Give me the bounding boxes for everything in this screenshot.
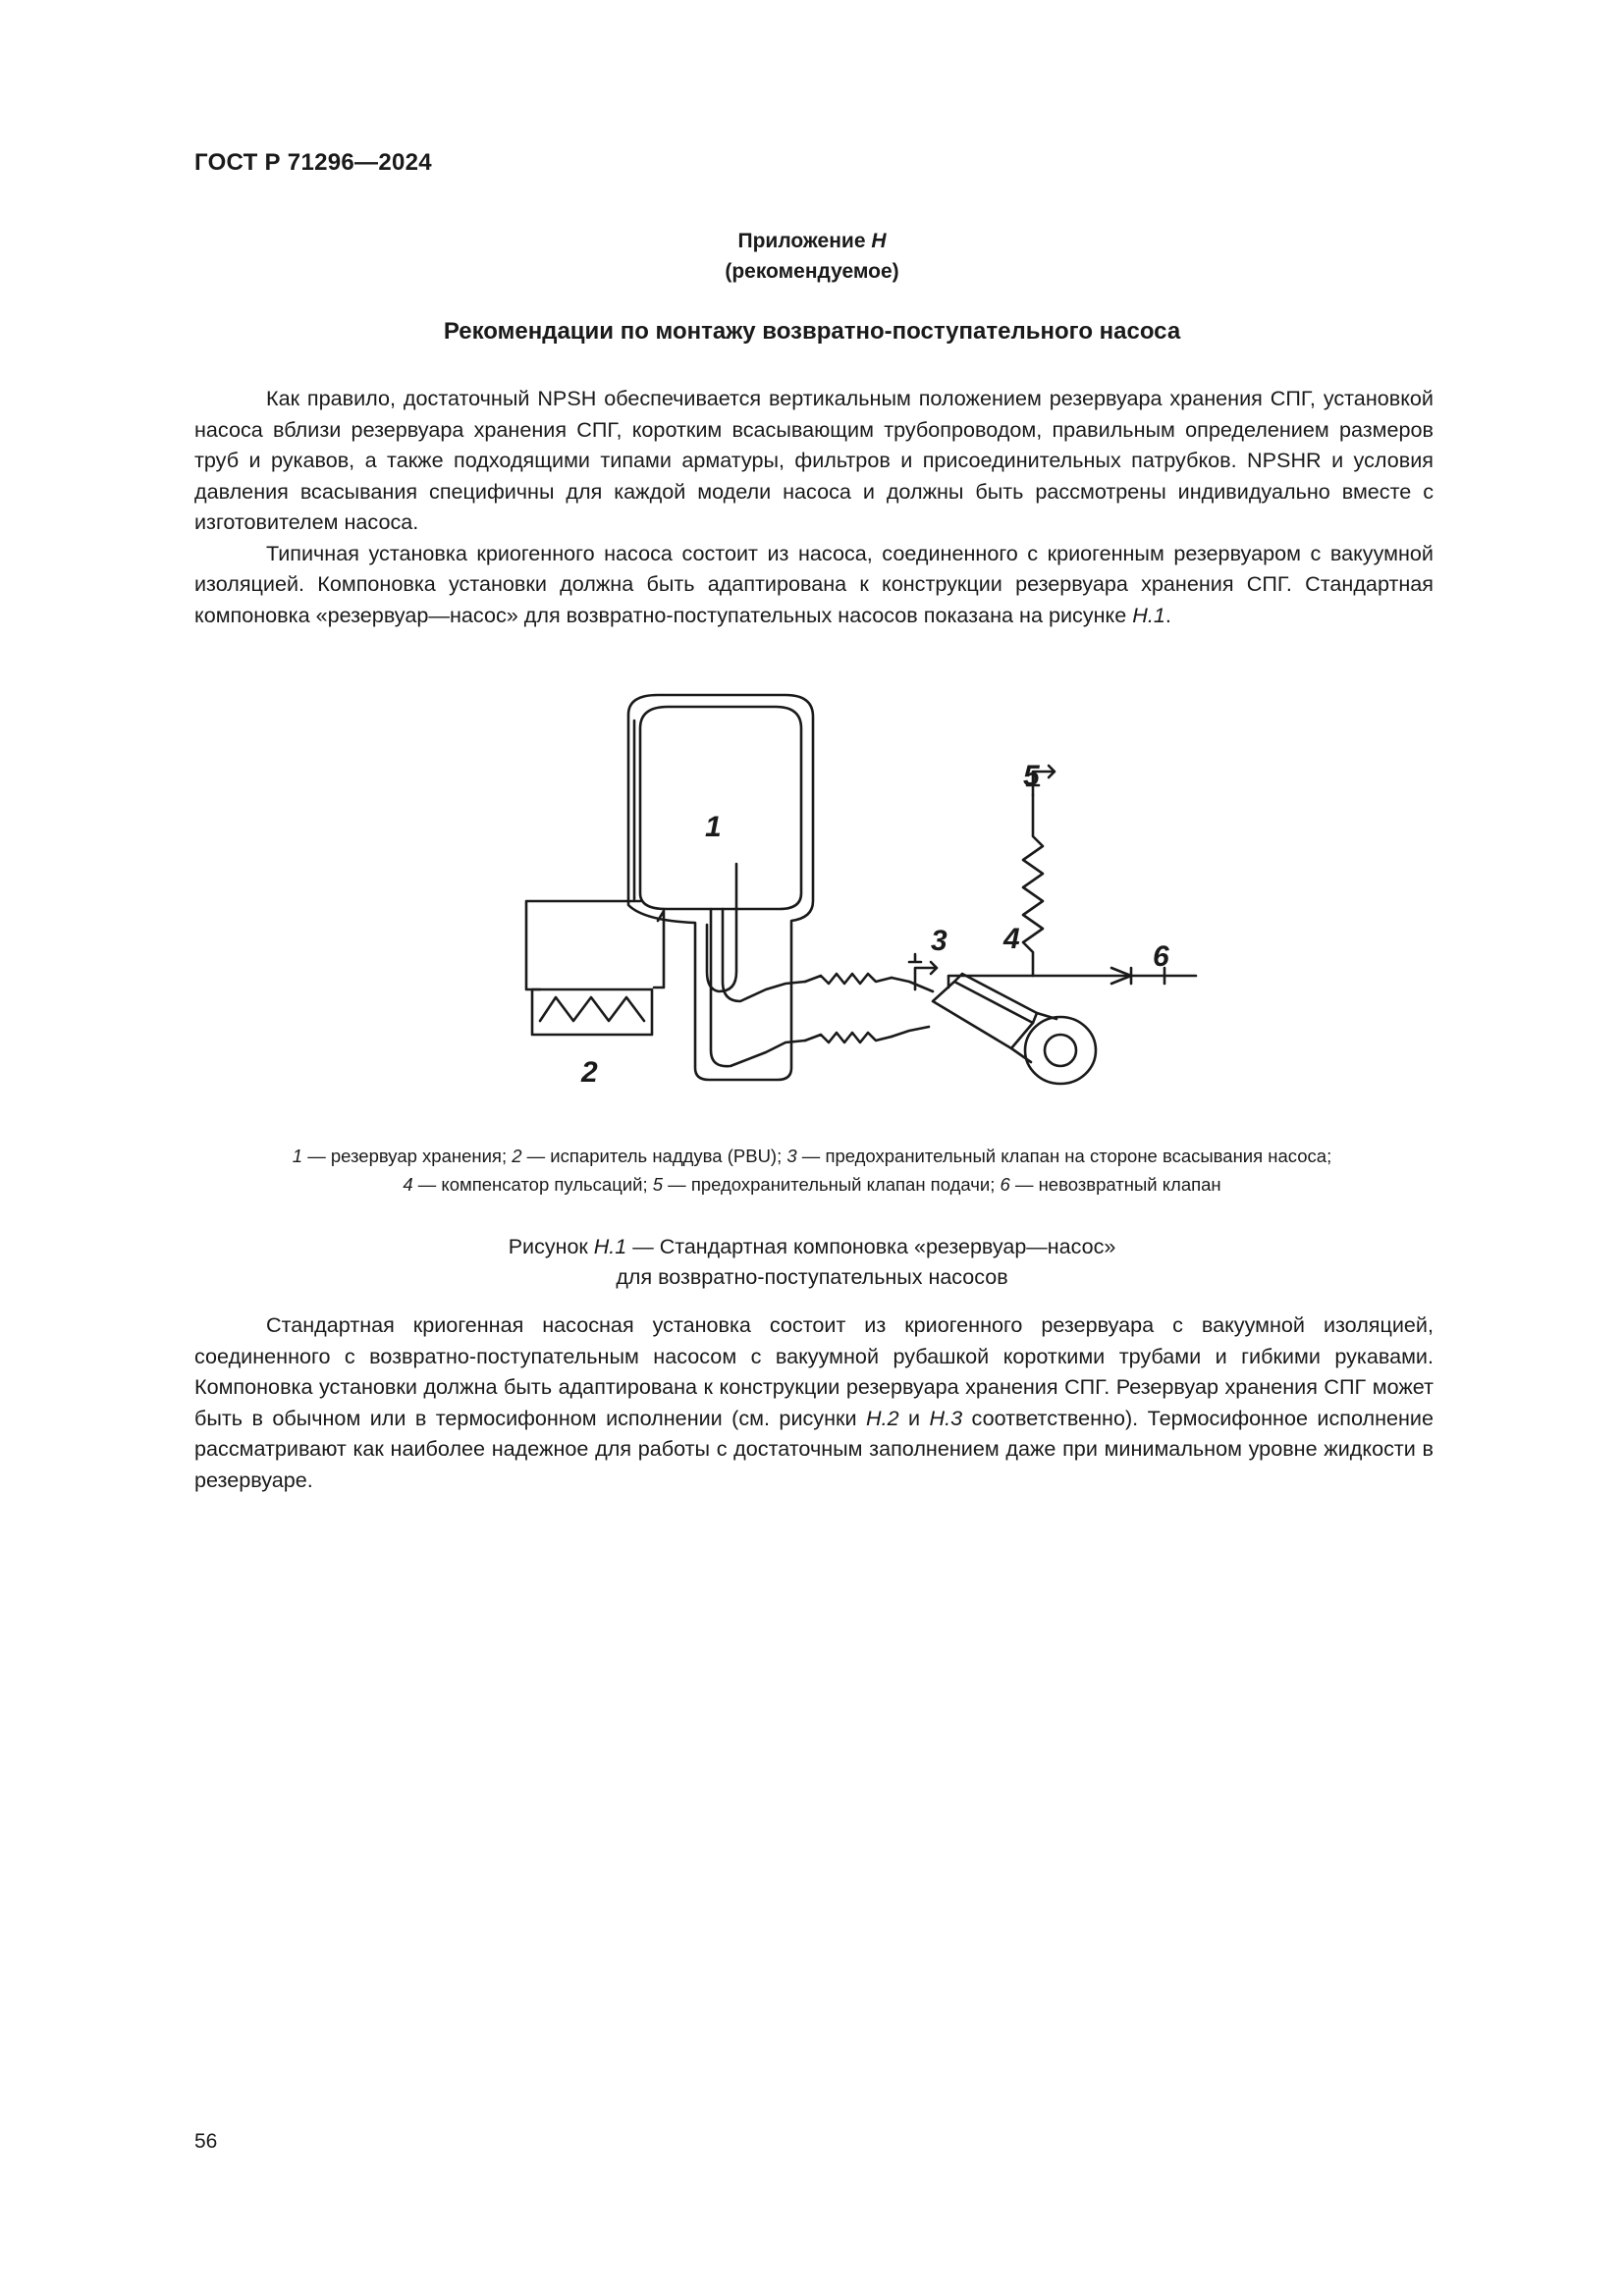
paragraph [194, 1309, 1434, 1495]
tank-outer-shell [628, 695, 813, 1080]
suction-line-out [723, 909, 805, 1001]
paragraph-text: Типичная установка криогенного насоса состоит из насоса, соединенного с криогенным резервуаром с вакуумной изоляцией. Компоновка установки должна быть адаптирована к конструкции резервуара хранения СПГ. Стандартная компоновка «резервуар—насос» для возвратно-поступательных насосов показана на рисунке [194, 540, 1434, 627]
legend-text: — предохранительный клапан подачи; [663, 1174, 1001, 1195]
paragraph [194, 538, 1434, 631]
label-5: 5 [1023, 760, 1040, 792]
legend-text: — предохранительный клапан на стороне всасывания насоса; [796, 1146, 1332, 1166]
page-number: 56 [194, 2130, 218, 2153]
caption-number: Н.1 [593, 1235, 627, 1258]
label-3: 3 [931, 925, 947, 957]
legend-text: — компенсатор пульсаций; [412, 1174, 653, 1195]
hose-to-pump-lower [892, 1027, 929, 1037]
legend-line-1 [0, 1142, 1624, 1170]
pbu-box [532, 989, 652, 1035]
label-2: 2 [581, 1056, 598, 1089]
paragraph: Как правило, достаточный NPSH обеспечивается вертикальным положением резервуара хранения СПГ, установкой насоса вблизи резервуара хранения СПГ, коротким всасывающим трубопроводом, правильным определением размеров труб и рукавов, а также подходящими типами арматуры, фильтров и присоединительных патрубков. NPSHR и условия давления всасывания специфичны для каждой модели насоса и должны быть рассмотрены индивидуально вместе с изготовителем насоса. [194, 386, 1434, 534]
caption-prefix: Рисунок [508, 1235, 594, 1258]
paragraph-text: соответственно). Термосифонное исполнение рассматривают как наиболее надежное для работы с достаточным заполнением даже при минимальном уровне жидкости в резервуаре. [194, 1405, 1435, 1492]
label-4: 4 [1003, 923, 1020, 955]
figure-reference: Н.3 [929, 1405, 963, 1430]
legend-text: — испаритель наддува (PBU); [521, 1146, 787, 1166]
caption-line-1 [0, 1232, 1624, 1262]
tank-inner-vessel [640, 707, 801, 909]
legend-line-2 [0, 1170, 1624, 1199]
figure-reference: Н.1 [1132, 602, 1165, 627]
paragraph-text: и [898, 1405, 930, 1430]
caption-title: — Стандартная компоновка «резервуар—насос» [626, 1235, 1116, 1258]
pump-drive [1025, 1017, 1096, 1084]
annex-heading [0, 226, 1624, 287]
pump-body [933, 982, 1033, 1048]
figure-reference: Н.2 [865, 1405, 899, 1430]
figure-legend [0, 1142, 1624, 1199]
legend-number: 4 [403, 1174, 413, 1195]
legend-number: 5 [652, 1174, 664, 1195]
flexible-hose-upper [805, 974, 892, 984]
closing-text [194, 1309, 1434, 1495]
annex-status: (рекомендуемое) [725, 260, 899, 283]
legend-number: 3 [786, 1146, 797, 1166]
pbu-connection [654, 911, 664, 988]
section-title: Рекомендации по монтажу возвратно-поступательного насоса [443, 318, 1181, 345]
paragraph-end: . [1164, 602, 1171, 627]
caption-line-2: для возвратно-поступательных насосов [616, 1265, 1008, 1289]
legend-number: 6 [1000, 1174, 1010, 1195]
document-code: ГОСТ Р 71296—2024 [194, 149, 432, 176]
annex-title [0, 226, 1624, 256]
flexible-hose-lower [805, 1033, 892, 1042]
tank-pump-diagram [471, 677, 1237, 1109]
hose-to-pump-upper [892, 978, 933, 991]
legend-text: — резервуар хранения; [302, 1146, 513, 1166]
pbu-loop [526, 901, 640, 989]
pump-head [954, 974, 1037, 1023]
intro-text [194, 383, 1434, 630]
label-6: 6 [1153, 940, 1169, 973]
legend-text: — невозвратный клапан [1009, 1174, 1221, 1195]
figure-caption [0, 1232, 1624, 1293]
label-1: 1 [705, 811, 722, 843]
pbu-coil [540, 997, 644, 1021]
legend-number: 2 [512, 1146, 522, 1166]
pulsation-damper [1023, 795, 1043, 976]
pump-drive-hub [1045, 1035, 1076, 1066]
legend-number: 1 [292, 1146, 303, 1166]
annex-letter: Н [871, 230, 887, 252]
paragraph-text: Стандартная криогенная насосная установка состоит из криогенного резервуара с вакуумной изоляцией, соединенного с возвратно-поступательным насосом с вакуумной рубашкой короткими трубами и гибкими рукавами. Компоновка установки должна быть адаптирована к конструкции резервуара хранения СПГ. Резервуар хранения СПГ может быть в обычном или в термосифонном исполнении (см. рисунки [194, 1312, 1434, 1430]
annex-title-prefix: Приложение [737, 230, 872, 252]
